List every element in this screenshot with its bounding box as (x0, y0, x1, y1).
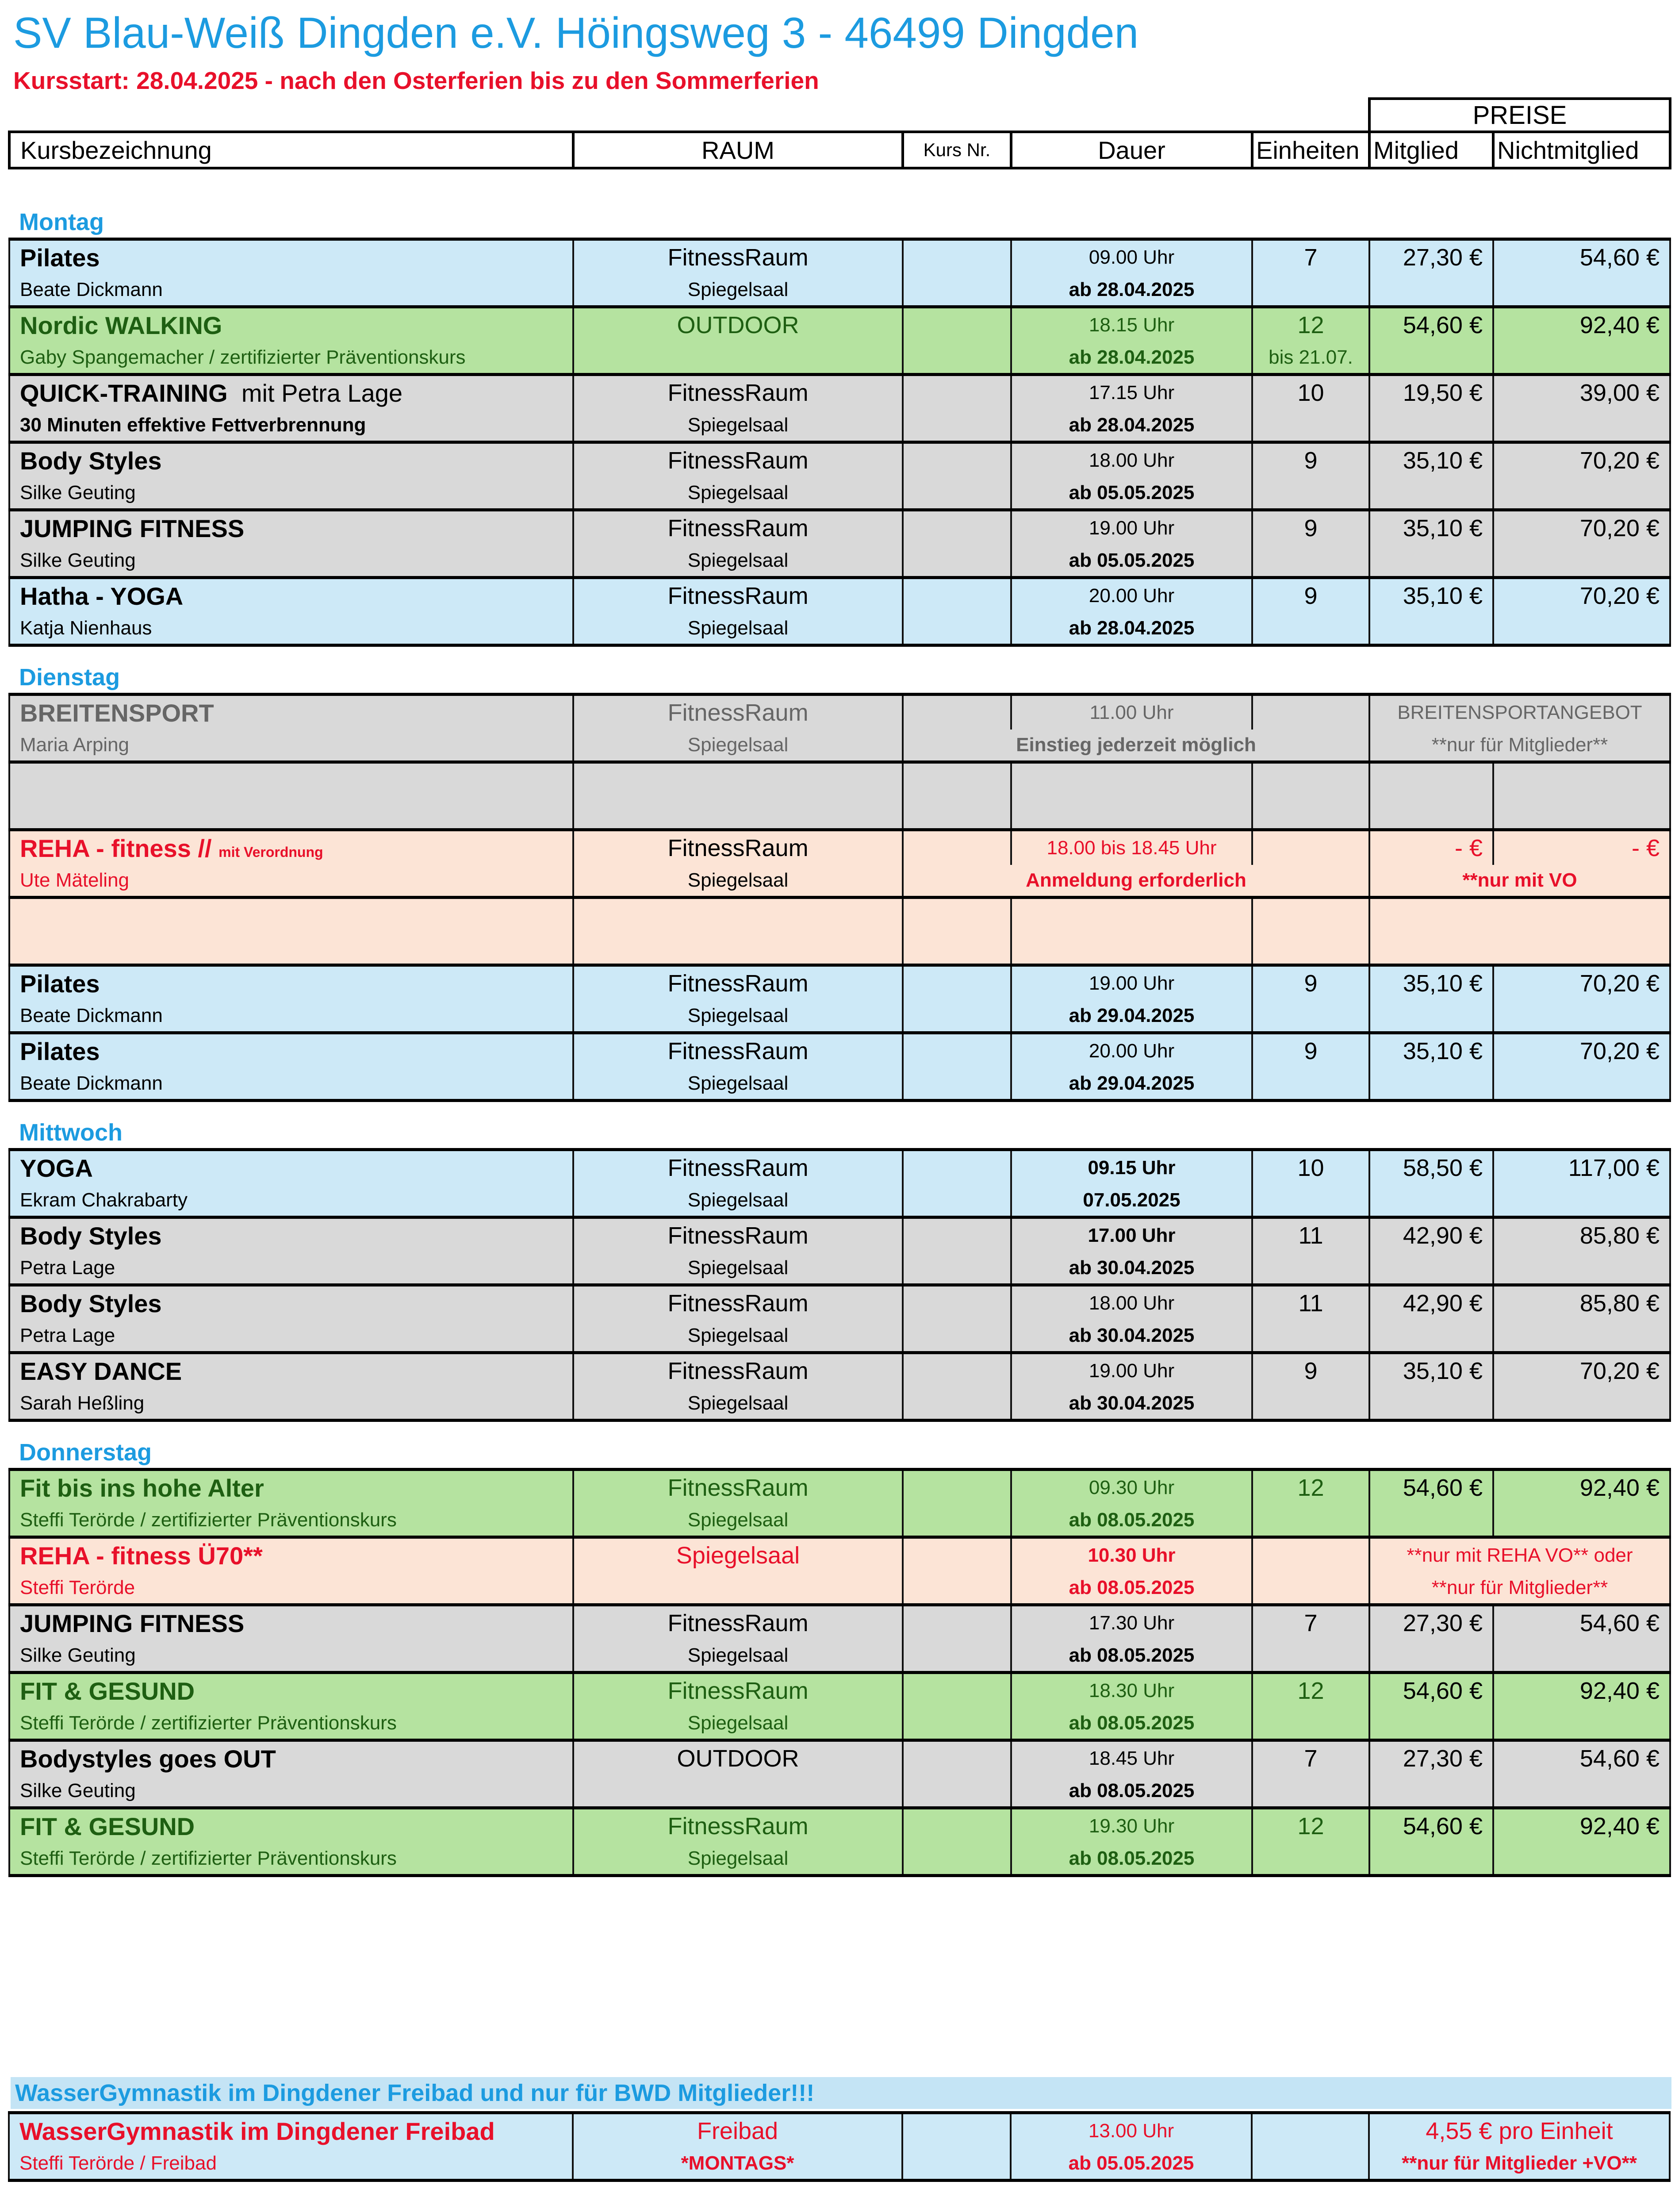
course-name: REHA - fitness Ü70** (9, 1537, 573, 1573)
course-room2: Spiegelsaal (573, 1843, 903, 1876)
col-kursbezeichnung: Kursbezeichnung (9, 132, 573, 168)
price-member: 54,60 € (1369, 307, 1493, 342)
course-units: 12 (1252, 1470, 1369, 1505)
course-note: Einstieg jederzeit möglich (903, 730, 1369, 762)
course-trainer: Beate Dickmann (9, 1068, 573, 1101)
course-name: REHA - fitness // mit Verordnung (9, 830, 573, 865)
price-nonmember: 92,40 € (1493, 1808, 1670, 1843)
course-units: 7 (1252, 1605, 1369, 1640)
price-member: 35,10 € (1369, 510, 1493, 545)
table-row (9, 410, 1670, 442)
course-time: 20.00 Uhr (1011, 1033, 1252, 1068)
price-info: 4,55 € pro Einheit (1369, 2113, 1670, 2148)
course-room2: Spiegelsaal (573, 1000, 903, 1033)
price-nonmember: 70,20 € (1493, 1353, 1670, 1388)
course-start: ab 08.05.2025 (1011, 1708, 1252, 1740)
table-row (9, 342, 1670, 375)
table-row (9, 1353, 1670, 1388)
course-time: 18.45 Uhr (1011, 1740, 1252, 1776)
course-start: 07.05.2025 (1011, 1185, 1252, 1217)
price-member: 35,10 € (1369, 442, 1493, 478)
course-start: ab 08.05.2025 (1011, 1572, 1252, 1605)
course-room: FitnessRaum (573, 1285, 903, 1321)
course-trainer: Steffi Terörde / zertifizierter Präventionskurs (9, 1708, 573, 1740)
course-start-subtitle: Kursstart: 28.04.2025 - nach den Osterferien bis zu den Sommerferien (13, 67, 819, 94)
table-row (9, 239, 1670, 275)
course-units: 9 (1252, 578, 1369, 613)
course-start: ab 28.04.2025 (1011, 342, 1252, 375)
col-nichtmitglied: Nichtmitglied (1493, 132, 1670, 168)
course-start: ab 29.04.2025 (1011, 1000, 1252, 1033)
course-trainer: Silke Geuting (9, 1640, 573, 1673)
price-member: 35,10 € (1369, 965, 1493, 1001)
course-room: FitnessRaum (573, 1808, 903, 1843)
table-row (9, 307, 1670, 342)
course-name: Bodystyles goes OUT (9, 1740, 573, 1776)
day-heading-montag: Montag (19, 209, 104, 235)
table-row (9, 1000, 1670, 1033)
empty-row (9, 898, 1670, 933)
course-room2: Spiegelsaal (573, 1388, 903, 1421)
course-time: 17.00 Uhr (1011, 1217, 1252, 1253)
table-row (9, 1185, 1670, 1217)
price-note: **nur mit VO (1369, 865, 1670, 898)
price-nonmember: 85,80 € (1493, 1217, 1670, 1253)
course-room2: Spiegelsaal (573, 545, 903, 578)
course-name: QUICK-TRAINING mit Petra Lage (9, 375, 573, 410)
table-row (9, 613, 1670, 645)
course-room: FitnessRaum (573, 442, 903, 478)
table-row (9, 1470, 1670, 1505)
course-time: 19.30 Uhr (1011, 1808, 1252, 1843)
course-room: FitnessRaum (573, 1217, 903, 1253)
course-room: OUTDOOR (573, 307, 903, 342)
price-member: 35,10 € (1369, 1353, 1493, 1388)
course-room: FitnessRaum (573, 965, 903, 1001)
course-time: 19.00 Uhr (1011, 510, 1252, 545)
course-name: Pilates (9, 239, 573, 275)
course-trainer: Ute Mäteling (9, 865, 573, 898)
course-time: 17.15 Uhr (1011, 375, 1252, 410)
course-start: ab 05.05.2025 (1011, 545, 1252, 578)
course-trainer: Silke Geuting (9, 545, 573, 578)
table-row (9, 1572, 1670, 1605)
col-raum: RAUM (573, 132, 903, 168)
price-nonmember: 54,60 € (1493, 1740, 1670, 1776)
course-trainer: Silke Geuting (9, 1775, 573, 1808)
course-start: ab 08.05.2025 (1011, 1640, 1252, 1673)
course-time: 09.15 Uhr (1011, 1150, 1252, 1185)
course-trainer: Petra Lage (9, 1252, 573, 1285)
course-room: FitnessRaum (573, 1033, 903, 1068)
table-row (9, 865, 1670, 898)
price-note: **nur für Mitglieder +VO** (1369, 2148, 1670, 2181)
course-room: Spiegelsaal (573, 1537, 903, 1573)
empty-row (9, 762, 1670, 798)
course-name: FIT & GESUND (9, 1808, 573, 1843)
table-row (9, 965, 1670, 1001)
course-room: FitnessRaum (573, 510, 903, 545)
price-nonmember: 70,20 € (1493, 442, 1670, 478)
course-room: OUTDOOR (573, 1740, 903, 1776)
table-row (9, 1320, 1670, 1353)
course-time: 11.00 Uhr (1011, 695, 1252, 730)
course-room: FitnessRaum (573, 1150, 903, 1185)
course-start: ab 28.04.2025 (1011, 613, 1252, 645)
course-start: ab 30.04.2025 (1011, 1320, 1252, 1353)
course-room2: Spiegelsaal (573, 477, 903, 510)
course-room: FitnessRaum (573, 1605, 903, 1640)
course-time: 10.30 Uhr (1011, 1537, 1252, 1573)
table-row (9, 2113, 1670, 2148)
course-trainer: Steffi Terörde (9, 1572, 573, 1605)
col-einheiten: Einheiten (1252, 132, 1369, 168)
table-row (9, 1843, 1670, 1876)
course-time: 17.30 Uhr (1011, 1605, 1252, 1640)
price-member: 42,90 € (1369, 1217, 1493, 1253)
course-time: 19.00 Uhr (1011, 965, 1252, 1001)
table-row (9, 274, 1670, 307)
course-units: 11 (1252, 1217, 1369, 1253)
price-nonmember: 117,00 € (1493, 1150, 1670, 1185)
course-start: ab 08.05.2025 (1011, 1505, 1252, 1537)
table-row (9, 1505, 1670, 1537)
price-member: 27,30 € (1369, 239, 1493, 275)
price-member: 54,60 € (1369, 1808, 1493, 1843)
course-trainer: Maria Arping (9, 730, 573, 762)
course-start: ab 08.05.2025 (1011, 1775, 1252, 1808)
price-member: 58,50 € (1369, 1150, 1493, 1185)
price-nonmember: 39,00 € (1493, 375, 1670, 410)
course-trainer: Steffi Terörde / Freibad (9, 2148, 573, 2181)
table-row (9, 477, 1670, 510)
price-note: **nur für Mitglieder** (1369, 1572, 1670, 1605)
course-time: 19.00 Uhr (1011, 1353, 1252, 1388)
table-row (9, 1605, 1670, 1640)
course-room2: Spiegelsaal (573, 274, 903, 307)
table-row (9, 1673, 1670, 1708)
course-room2: Spiegelsaal (573, 1252, 903, 1285)
table-row (9, 545, 1670, 578)
price-member: 27,30 € (1369, 1740, 1493, 1776)
table-row (9, 510, 1670, 545)
course-time: 13.00 Uhr (1011, 2113, 1252, 2148)
price-nonmember: 70,20 € (1493, 578, 1670, 613)
wassergymnastik-banner: WasserGymnastik im Dingdener Freibad und nur für BWD Mitglieder!!! (11, 2077, 1671, 2109)
course-time: 18.00 bis 18.45 Uhr (1011, 830, 1252, 865)
course-name: Hatha - YOGA (9, 578, 573, 613)
course-name: FIT & GESUND (9, 1673, 573, 1708)
course-room2: Spiegelsaal (573, 1068, 903, 1101)
course-name: EASY DANCE (9, 1353, 573, 1388)
table-row (9, 442, 1670, 478)
table-row (9, 695, 1670, 730)
course-name: JUMPING FITNESS (9, 1605, 573, 1640)
course-trainer: Steffi Terörde / zertifizierter Präventionskurs (9, 1843, 573, 1876)
course-units: 9 (1252, 510, 1369, 545)
course-name: Body Styles (9, 442, 573, 478)
course-room: FitnessRaum (573, 1673, 903, 1708)
course-trainer: Katja Nienhaus (9, 613, 573, 645)
course-room: FitnessRaum (573, 1470, 903, 1505)
course-room: FitnessRaum (573, 375, 903, 410)
price-member: 27,30 € (1369, 1605, 1493, 1640)
table-row (9, 1150, 1670, 1185)
table-row (9, 1708, 1670, 1740)
course-trainer: Beate Dickmann (9, 1000, 573, 1033)
day-heading-donnerstag: Donnerstag (19, 1439, 152, 1466)
table-row (9, 1808, 1670, 1843)
course-name: Body Styles (9, 1217, 573, 1253)
course-name: Pilates (9, 965, 573, 1001)
course-start: ab 29.04.2025 (1011, 1068, 1252, 1101)
price-info: BREITENSPORTANGEBOT (1369, 695, 1670, 730)
price-member: 54,60 € (1369, 1470, 1493, 1505)
course-start: ab 30.04.2025 (1011, 1388, 1252, 1421)
price-member: 54,60 € (1369, 1673, 1493, 1708)
course-start: ab 30.04.2025 (1011, 1252, 1252, 1285)
course-room: FitnessRaum (573, 1353, 903, 1388)
course-schedule-table (8, 97, 1671, 1877)
course-name: Fit bis ins hohe Alter (9, 1470, 573, 1505)
course-units-until: bis 21.07. (1252, 342, 1369, 375)
course-units: 7 (1252, 239, 1369, 275)
price-nonmember: 92,40 € (1493, 307, 1670, 342)
course-name: YOGA (9, 1150, 573, 1185)
prices-header: PREISE (1369, 99, 1670, 132)
wassergymnastik-table (8, 2111, 1671, 2182)
table-row (9, 830, 1670, 865)
course-units: 9 (1252, 442, 1369, 478)
table-row (9, 1640, 1670, 1673)
prices-header-row (9, 99, 1670, 132)
price-nonmember: 54,60 € (1493, 239, 1670, 275)
price-nonmember: 70,20 € (1493, 1033, 1670, 1068)
table-row (9, 2148, 1670, 2181)
course-room: FitnessRaum (573, 239, 903, 275)
course-trainer: Beate Dickmann (9, 274, 573, 307)
course-room2: Spiegelsaal (573, 613, 903, 645)
course-units: 9 (1252, 1353, 1369, 1388)
table-row (9, 1537, 1670, 1573)
course-units: 9 (1252, 965, 1369, 1001)
course-trainer: Petra Lage (9, 1320, 573, 1353)
course-time: 18.00 Uhr (1011, 1285, 1252, 1321)
course-start: ab 28.04.2025 (1011, 410, 1252, 442)
price-nonmember: 54,60 € (1493, 1605, 1670, 1640)
page-title: SV Blau-Weiß Dingden e.V. Höingsweg 3 - 46499 Dingden (13, 8, 1139, 57)
day-heading-dienstag: Dienstag (19, 664, 120, 691)
course-room2: *MONTAGS* (573, 2148, 902, 2181)
course-name: JUMPING FITNESS (9, 510, 573, 545)
course-room: FitnessRaum (573, 578, 903, 613)
table-row (9, 1775, 1670, 1808)
price-nonmember: 92,40 € (1493, 1673, 1670, 1708)
course-units: 10 (1252, 1150, 1369, 1185)
course-trainer: Steffi Terörde / zertifizierter Präventionskurs (9, 1505, 573, 1537)
course-name: BREITENSPORT (9, 695, 573, 730)
course-start: ab 28.04.2025 (1011, 274, 1252, 307)
price-member: 35,10 € (1369, 1033, 1493, 1068)
price-note: **nur mit REHA VO** oder (1369, 1537, 1670, 1573)
course-time: 09.00 Uhr (1011, 239, 1252, 275)
table-row (9, 375, 1670, 410)
course-room: FitnessRaum (573, 830, 903, 865)
course-room2: Spiegelsaal (573, 1185, 903, 1217)
price-member: - € (1369, 830, 1493, 865)
col-mitglied: Mitglied (1369, 132, 1493, 168)
price-nonmember: 70,20 € (1493, 965, 1670, 1001)
course-room: FitnessRaum (573, 695, 903, 730)
course-room2: Spiegelsaal (573, 1320, 903, 1353)
day-heading-mittwoch: Mittwoch (19, 1119, 123, 1146)
price-nonmember: 70,20 € (1493, 510, 1670, 545)
course-room2: Spiegelsaal (573, 730, 903, 762)
price-nonmember: 85,80 € (1493, 1285, 1670, 1321)
course-time: 18.15 Uhr (1011, 307, 1252, 342)
course-start: ab 05.05.2025 (1011, 477, 1252, 510)
table-row (9, 1252, 1670, 1285)
course-start: ab 05.05.2025 (1011, 2148, 1252, 2181)
table-row (9, 1068, 1670, 1101)
course-start: ab 08.05.2025 (1011, 1843, 1252, 1876)
course-units: 12 (1252, 1808, 1369, 1843)
course-name: Nordic WALKING (9, 307, 573, 342)
course-trainer: 30 Minuten effektive Fettverbrennung (9, 410, 573, 442)
course-trainer: Sarah Heßling (9, 1388, 573, 1421)
course-room2: Spiegelsaal (573, 865, 903, 898)
course-name: Pilates (9, 1033, 573, 1068)
price-note: **nur für Mitglieder** (1369, 730, 1670, 762)
table-row (9, 1033, 1670, 1068)
course-time: 20.00 Uhr (1011, 578, 1252, 613)
course-room: Freibad (573, 2113, 902, 2148)
price-nonmember: - € (1493, 830, 1670, 865)
col-kurs-nr: Kurs Nr. (903, 132, 1011, 168)
table-row (9, 730, 1670, 762)
table-row (9, 1217, 1670, 1253)
table-row (9, 1285, 1670, 1321)
course-units: 10 (1252, 375, 1369, 410)
course-time: 18.30 Uhr (1011, 1673, 1252, 1708)
price-member: 19,50 € (1369, 375, 1493, 410)
empty-row (9, 933, 1670, 965)
course-name: Body Styles (9, 1285, 573, 1321)
price-member: 35,10 € (1369, 578, 1493, 613)
course-units: 9 (1252, 1033, 1369, 1068)
course-units: 11 (1252, 1285, 1369, 1321)
table-row (9, 1740, 1670, 1776)
course-room2: Spiegelsaal (573, 1505, 903, 1537)
course-time: 18.00 Uhr (1011, 442, 1252, 478)
course-room2: Spiegelsaal (573, 1708, 903, 1740)
course-note: Anmeldung erforderlich (903, 865, 1369, 898)
empty-row (9, 797, 1670, 830)
course-trainer: Silke Geuting (9, 477, 573, 510)
course-time: 09.30 Uhr (1011, 1470, 1252, 1505)
price-nonmember: 92,40 € (1493, 1470, 1670, 1505)
col-dauer: Dauer (1011, 132, 1252, 168)
column-header-row (9, 132, 1670, 168)
course-room2: Spiegelsaal (573, 1640, 903, 1673)
course-units: 12 (1252, 307, 1369, 342)
table-row (9, 1388, 1670, 1421)
course-units: 7 (1252, 1740, 1369, 1776)
course-trainer: Ekram Chakrabarty (9, 1185, 573, 1217)
price-member: 42,90 € (1369, 1285, 1493, 1321)
table-row (9, 578, 1670, 613)
course-trainer: Gaby Spangemacher / zertifizierter Präventionskurs (9, 342, 573, 375)
course-room2: Spiegelsaal (573, 410, 903, 442)
course-name: WasserGymnastik im Dingdener Freibad (9, 2113, 573, 2148)
course-units: 12 (1252, 1673, 1369, 1708)
